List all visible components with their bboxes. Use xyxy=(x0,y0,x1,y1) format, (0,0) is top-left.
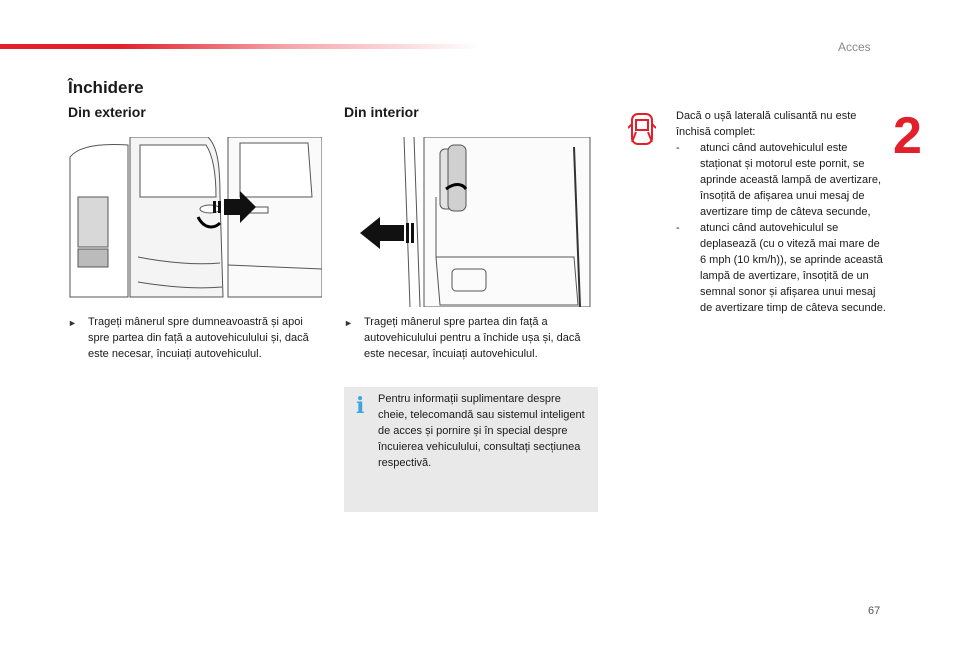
exterior-title: Din exterior xyxy=(68,104,146,120)
door-open-warning-icon xyxy=(628,112,656,146)
interior-instruction xyxy=(344,314,596,362)
warning-item-text: atunci când autovehiculul este staționat și motorul este pornit, se aprinde această lampă de avertizare, însoțită de afișarea unui mesaj de avertizare timp de câteva secunde, xyxy=(700,142,881,218)
warning-intro: Dacă o ușă laterală culisantă nu este închisă complet: xyxy=(676,110,857,138)
bullet-icon: ► xyxy=(344,318,353,328)
warning-block xyxy=(676,108,886,316)
interior-instruction-text: Trageți mânerul spre partea din față a autovehiculului pentru a închide ușa și, dacă este necesar, încuiați autovehiculul. xyxy=(364,316,581,360)
info-icon: i xyxy=(356,393,365,419)
section-name: Acces xyxy=(838,40,871,54)
exterior-instruction xyxy=(68,314,320,362)
interior-title: Din interior xyxy=(344,104,419,120)
exterior-door-illustration xyxy=(68,137,322,307)
warning-item-text: atunci când autovehiculul se deplasează (cu o viteză mai mare de 6 mph (10 km/h)), se aprinde această lampă de avertizare, însoțită de un semnal sonor și afișarea unui mesaj de avertizare timp de câteva secunde. xyxy=(700,222,886,314)
page-title: Închidere xyxy=(68,78,144,97)
info-box xyxy=(344,387,598,512)
warning-item: - atunci când autovehiculul se deplasează (cu o viteză mai mare de 6 mph (10 km/h)), se aprinde această lampă de avertizare, însoțită de un semnal sonor și afișarea unui mesaj de avertizare timp de câteva secunde. xyxy=(676,222,886,314)
warning-item: - atunci când autovehiculul este staționat și motorul este pornit, se aprinde această lampă de avertizare, însoțită de afișarea unui mesaj de avertizare timp de câteva secunde, xyxy=(676,142,881,218)
chapter-number: 2 xyxy=(893,107,922,165)
header-accent-bar xyxy=(0,44,480,49)
page-number: 67 xyxy=(868,605,881,617)
exterior-instruction-text: Trageți mânerul spre dumneavoastră și apoi spre partea din față a autovehiculului și, dacă este necesar, încuiați autovehiculul. xyxy=(88,316,309,360)
info-text: Pentru informații suplimentare despre cheie, telecomandă sau sistemul inteligent de acces și pornire și în special despre încuierea vehiculului, consultați secțiunea respectivă. xyxy=(378,393,585,469)
bullet-icon: ► xyxy=(68,318,77,328)
interior-door-illustration xyxy=(344,137,598,307)
